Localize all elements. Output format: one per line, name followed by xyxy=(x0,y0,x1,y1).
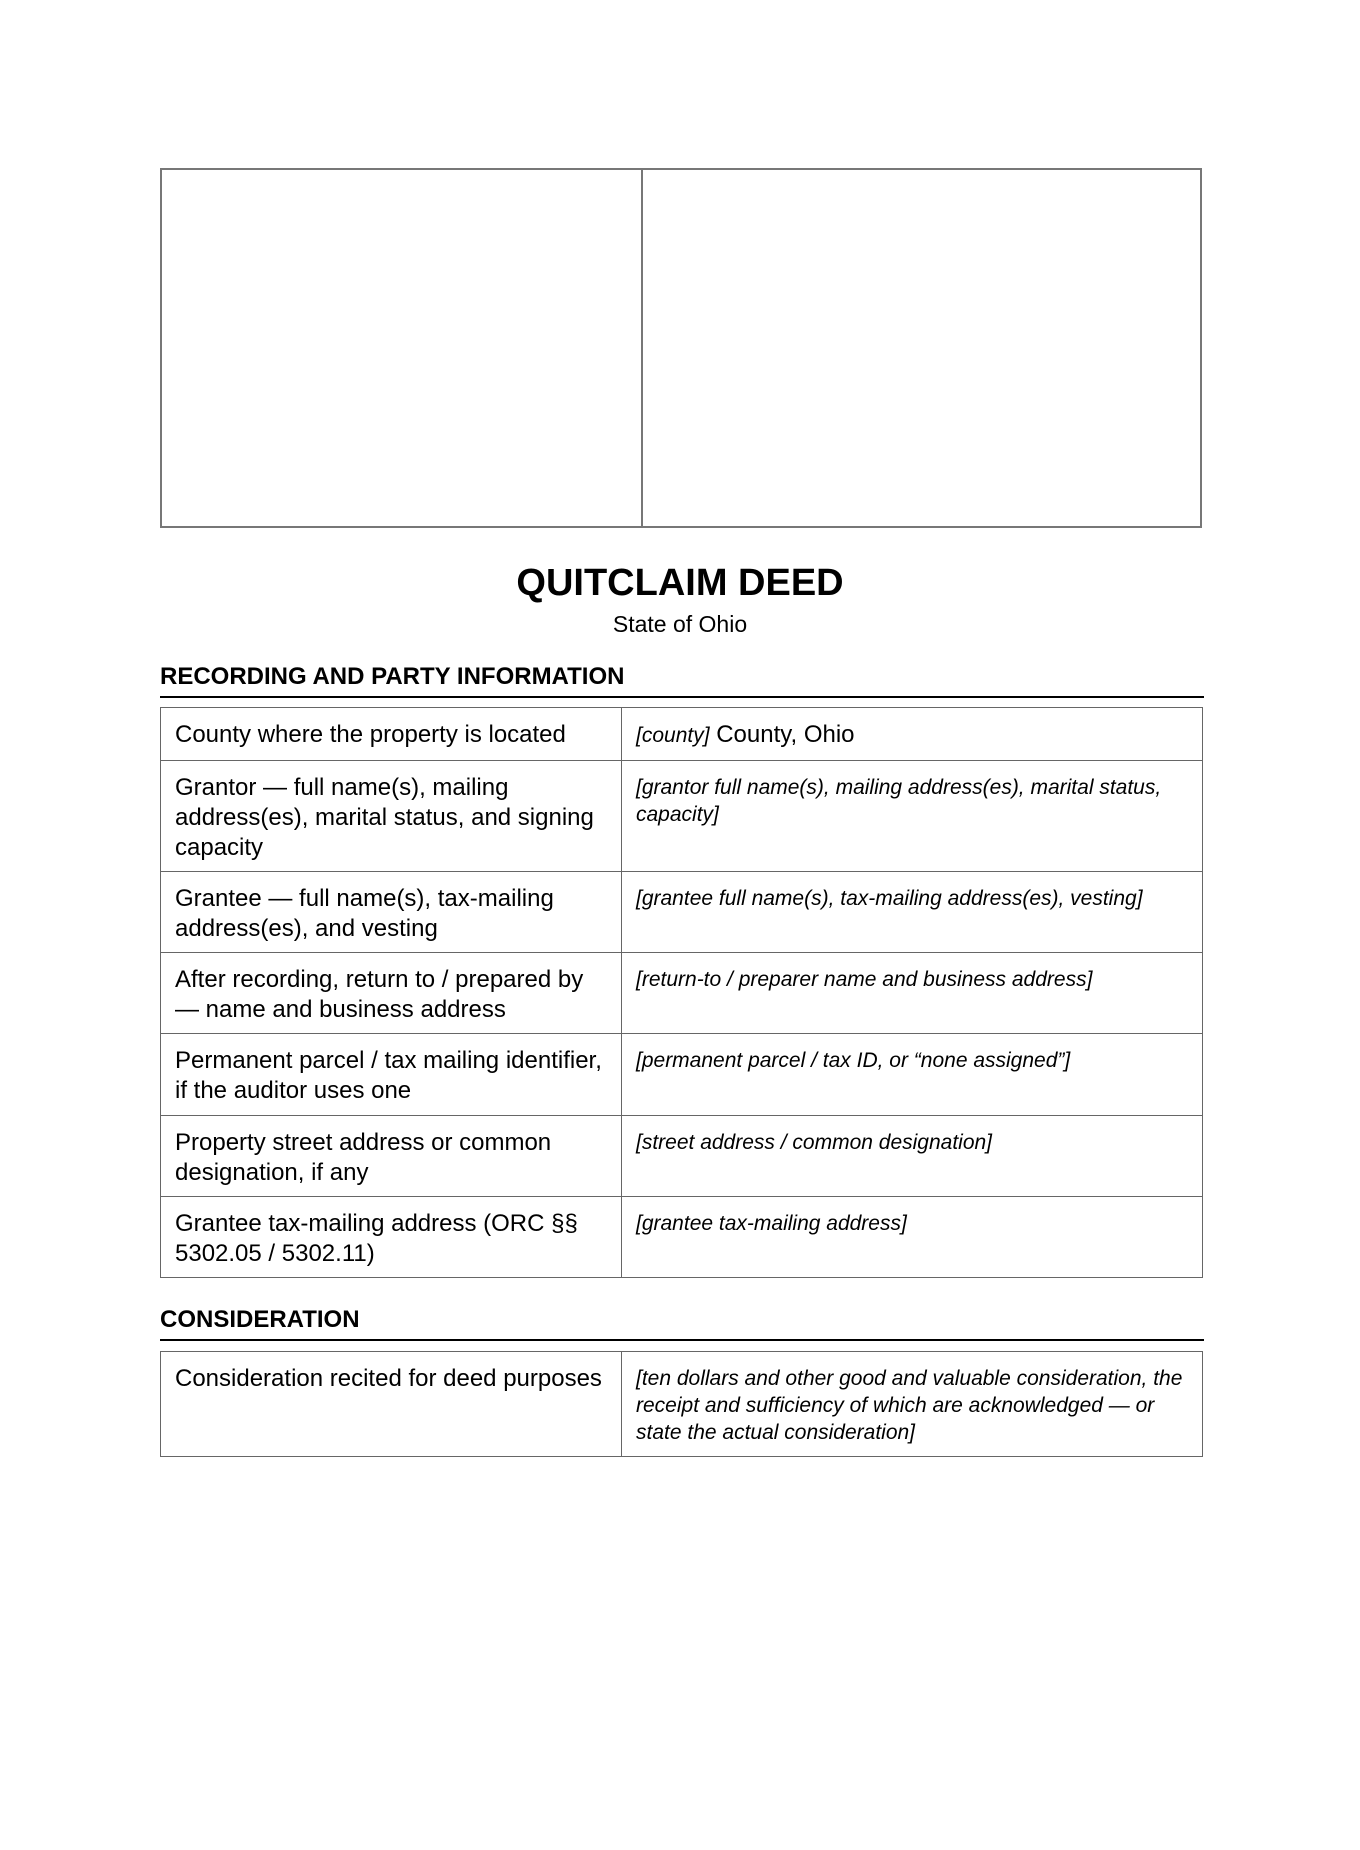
field-value[interactable]: [ten dollars and other good and valuable consideration, the receipt and sufficiency of which are acknowledged — or state the actual consideration] xyxy=(622,1352,1203,1457)
field-label: Grantee tax-mailing address (ORC §§ 5302.05 / 5302.11) xyxy=(161,1197,622,1278)
field-value[interactable] xyxy=(622,708,1203,761)
field-label: Consideration recited for deed purposes xyxy=(161,1352,622,1457)
field-value[interactable]: [grantee tax-mailing address] xyxy=(622,1197,1203,1278)
table-row xyxy=(161,761,1203,872)
table-row xyxy=(161,1116,1203,1197)
table-row xyxy=(161,953,1203,1034)
table-row xyxy=(161,1197,1203,1278)
consideration-table xyxy=(160,1351,1203,1457)
table-row xyxy=(161,872,1203,953)
field-label: Grantee — full name(s), tax-mailing address(es), and vesting xyxy=(161,872,622,953)
field-value[interactable]: [permanent parcel / tax ID, or “none assigned”] xyxy=(622,1034,1203,1116)
document-title: QUITCLAIM DEED xyxy=(516,562,844,604)
table-row xyxy=(161,708,1203,761)
field-label: County where the property is located xyxy=(161,708,622,761)
recording-party-table xyxy=(160,707,1203,1278)
field-label: After recording, return to / prepared by — name and business address xyxy=(161,953,622,1034)
field-value[interactable]: [street address / common designation] xyxy=(622,1116,1203,1197)
county-suffix: County, Ohio xyxy=(709,721,855,748)
field-label: Property street address or common designation, if any xyxy=(161,1116,622,1197)
field-value[interactable]: [grantor full name(s), mailing address(es), marital status, capacity] xyxy=(622,761,1203,872)
recording-stamp-area xyxy=(160,168,1202,528)
county-placeholder: [county] xyxy=(636,724,710,747)
field-value[interactable]: [return-to / preparer name and business address] xyxy=(622,953,1203,1034)
field-label: Grantor — full name(s), mailing address(es), marital status, and signing capacity xyxy=(161,761,622,872)
table-row xyxy=(161,1034,1203,1116)
recording-stamp-left-cell xyxy=(162,170,643,526)
table-row xyxy=(161,1352,1203,1457)
section-heading-recording: RECORDING AND PARTY INFORMATION xyxy=(160,662,1204,698)
section-heading-consideration: CONSIDERATION xyxy=(160,1305,1204,1341)
document-subtitle: State of Ohio xyxy=(612,611,748,637)
field-value[interactable]: [grantee full name(s), tax-mailing address(es), vesting] xyxy=(622,872,1203,953)
field-label: Permanent parcel / tax mailing identifier, if the auditor uses one xyxy=(161,1034,622,1116)
recording-stamp-right-cell xyxy=(643,170,1200,526)
